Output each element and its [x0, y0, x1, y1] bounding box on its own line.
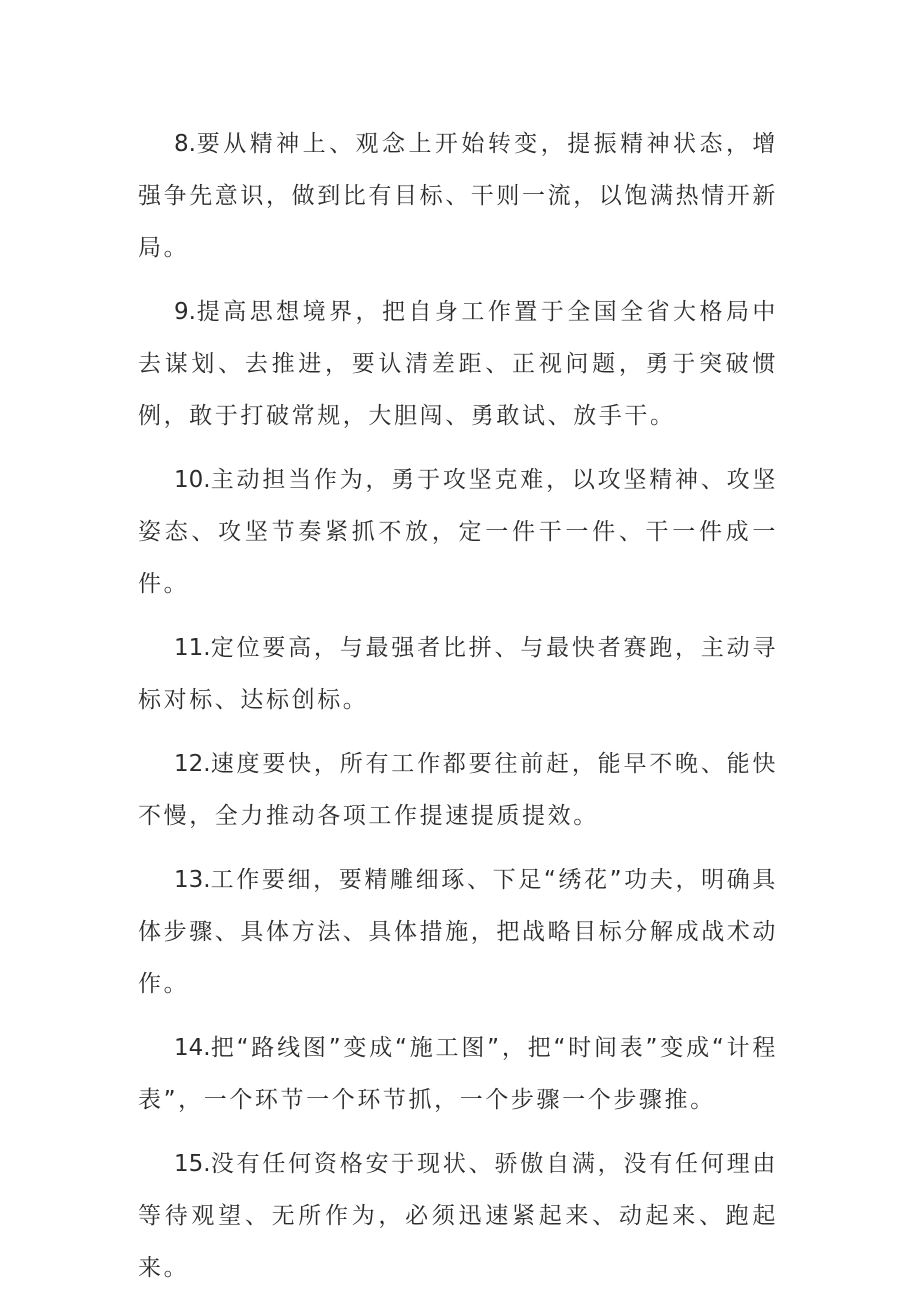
- paragraph-text: 要从精神上、观念上开始转变，提振精神状态，增强争先意识，做到比有目标、干则一流，以饱满热情开新局。: [138, 131, 778, 261]
- paragraph-12: [138, 738, 778, 842]
- paragraph-text: 提高思想境界，把自身工作置于全国全省大格局中去谋划、去推进，要认清差距、正视问题，勇于突破惯例，敢于打破常规，大胆闯、勇敢试、放手干。: [138, 299, 778, 429]
- paragraph-text: 速度要快，所有工作都要往前赶，能早不晚、能快不慢，全力推动各项工作提速提质提效。: [138, 751, 778, 829]
- paragraph-text: 把“路线图”变成“施工图”，把“时间表”变成“计程表”，一个环节一个环节抓，一个步骤一个步骤推。: [138, 1035, 778, 1113]
- paragraph-15: [138, 1138, 778, 1294]
- paragraph-text: 没有任何资格安于现状、骄傲自满，没有任何理由等待观望、无所作为，必须迅速紧起来、动起来、跑起来。: [138, 1151, 778, 1281]
- paragraph-number: 11.: [174, 635, 211, 661]
- paragraph-9: [138, 286, 778, 442]
- paragraph-number: 14.: [174, 1035, 211, 1061]
- paragraph-number: 9.: [174, 299, 196, 325]
- paragraph-number: 12.: [174, 751, 211, 777]
- paragraph-10: [138, 454, 778, 610]
- paragraph-8: [138, 118, 778, 274]
- paragraph-13: [138, 854, 778, 1010]
- document-body: [138, 118, 778, 1306]
- paragraph-text: 主动担当作为，勇于攻坚克难，以攻坚精神、攻坚姿态、攻坚节奏紧抓不放，定一件干一件、干一件成一件。: [138, 467, 778, 597]
- paragraph-11: [138, 622, 778, 726]
- paragraph-number: 15.: [174, 1151, 211, 1177]
- paragraph-text: 定位要高，与最强者比拼、与最快者赛跑，主动寻标对标、达标创标。: [138, 635, 778, 713]
- paragraph-14: [138, 1022, 778, 1126]
- paragraph-number: 13.: [174, 867, 211, 893]
- paragraph-number: 8.: [174, 131, 196, 157]
- paragraph-text: 工作要细，要精雕细琢、下足“绣花”功夫，明确具体步骤、具体方法、具体措施，把战略目标分解成战术动作。: [138, 867, 778, 997]
- paragraph-number: 10.: [174, 467, 211, 493]
